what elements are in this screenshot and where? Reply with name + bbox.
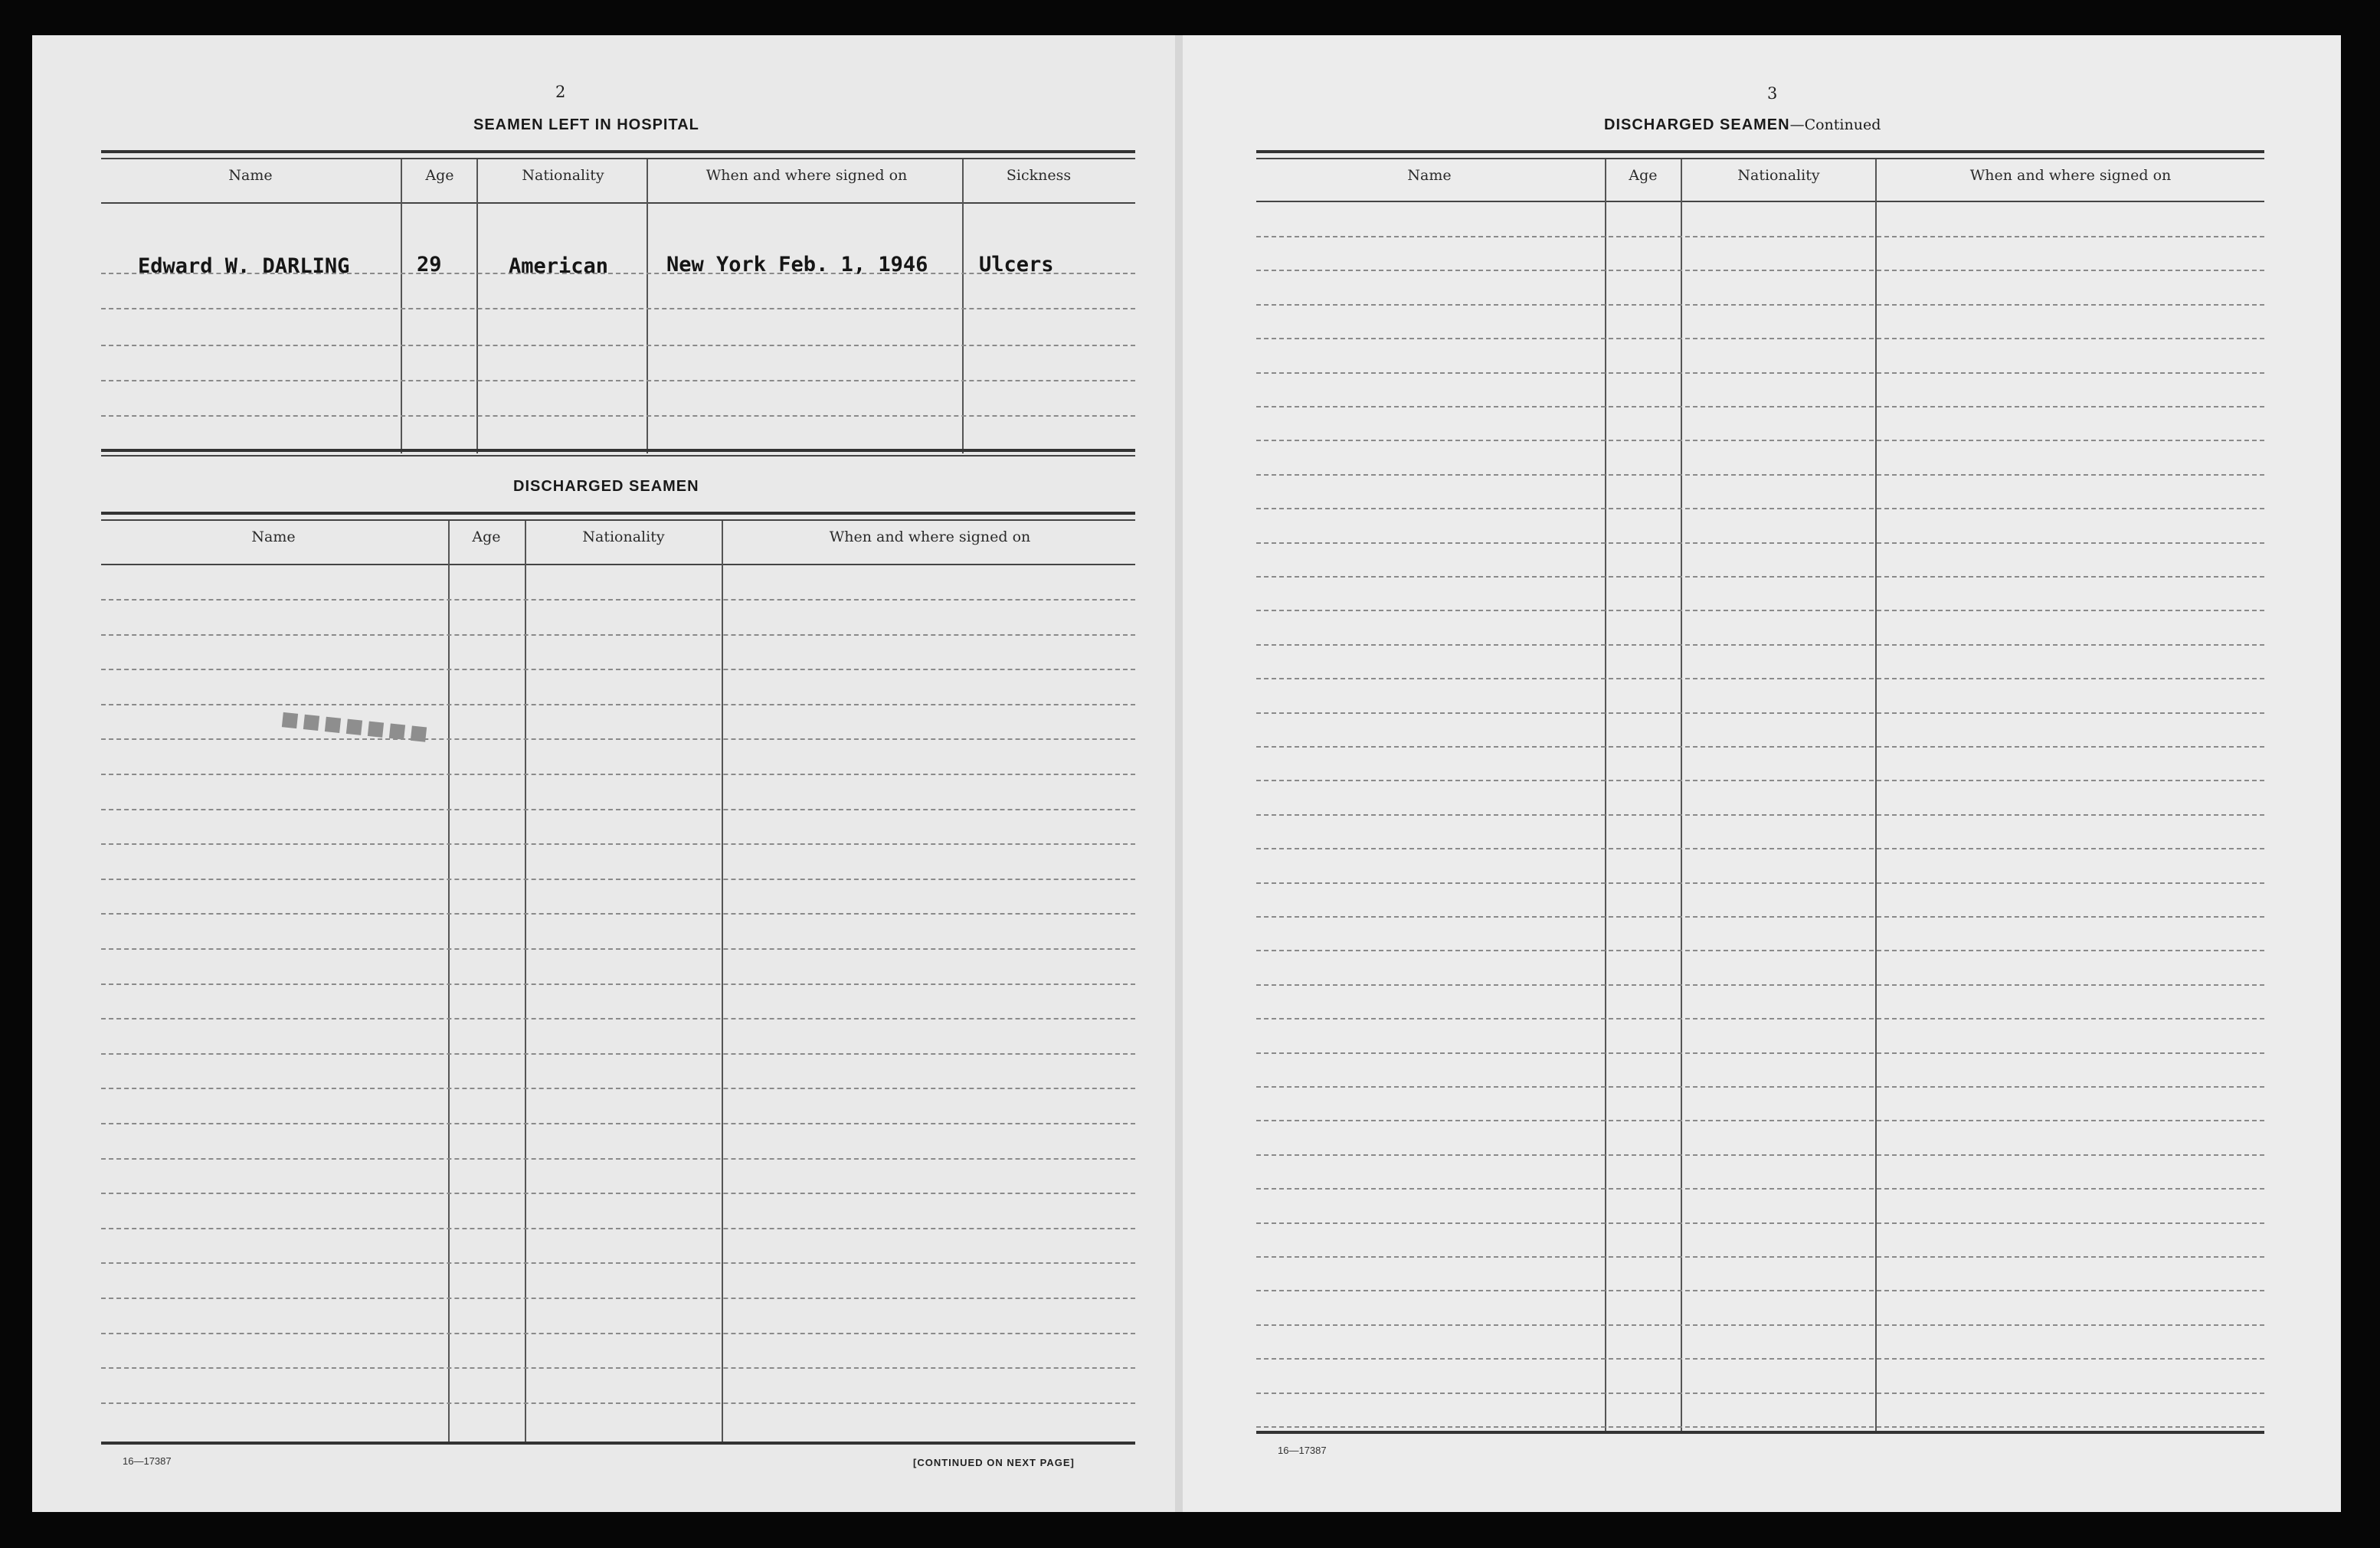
column-header-age: Age <box>1629 167 1658 184</box>
table-rule <box>101 202 1135 204</box>
left-page <box>32 35 1175 1512</box>
row-rule <box>1256 1188 2264 1190</box>
row-rule <box>1256 916 2264 918</box>
row-rule <box>1256 1120 2264 1121</box>
row-rule <box>1256 1086 2264 1088</box>
row-rule <box>1256 406 2264 407</box>
row-rule <box>101 1053 1135 1055</box>
row-rule <box>101 1158 1135 1160</box>
table-rule <box>101 512 1135 515</box>
column-header-sickness: Sickness <box>1006 167 1072 184</box>
row-rule <box>1256 984 2264 986</box>
table-rule <box>1256 158 2264 159</box>
form-code: 16—17387 <box>123 1455 172 1467</box>
row-rule <box>1256 542 2264 544</box>
column-header-age: Age <box>472 529 501 545</box>
row-rule <box>1256 440 2264 441</box>
table-rule <box>1256 1431 2264 1434</box>
row-rule <box>1256 1052 2264 1054</box>
entry-name: Edward W. DARLING <box>138 254 350 278</box>
table-rule <box>101 150 1135 153</box>
row-rule <box>1256 746 2264 748</box>
row-rule <box>1256 882 2264 884</box>
row-rule <box>101 948 1135 950</box>
entry-sickness: Ulcers <box>979 253 1054 277</box>
row-rule <box>1256 338 2264 339</box>
row-rule <box>1256 1358 2264 1360</box>
row-rule <box>1256 1290 2264 1291</box>
row-rule <box>101 1402 1135 1404</box>
bleed-through-stamp: ■■■■■■■ <box>276 701 430 751</box>
column-divider <box>962 159 964 453</box>
row-rule <box>1256 814 2264 816</box>
row-rule <box>101 1123 1135 1124</box>
column-header-age: Age <box>425 167 454 184</box>
column-divider <box>448 521 450 1445</box>
column-divider <box>525 521 526 1445</box>
row-rule <box>101 1018 1135 1019</box>
table-rule <box>1256 150 2264 153</box>
row-rule <box>101 704 1135 705</box>
column-header-nationality: Nationality <box>1737 167 1820 184</box>
column-divider <box>401 159 402 453</box>
hospital-section-title: SEAMEN LEFT IN HOSPITAL <box>473 116 699 133</box>
row-rule <box>101 1193 1135 1194</box>
row-rule <box>1256 780 2264 781</box>
column-header-signed-on: When and where signed on <box>829 529 1031 545</box>
row-rule <box>1256 304 2264 306</box>
right-page <box>1183 35 2341 1512</box>
column-divider <box>1681 159 1682 1434</box>
row-rule <box>1256 644 2264 646</box>
row-rule <box>1256 1018 2264 1019</box>
discharged-section-title: DISCHARGED SEAMEN <box>513 478 699 495</box>
column-header-signed-on: When and where signed on <box>705 167 908 184</box>
row-rule <box>1256 372 2264 374</box>
row-rule <box>1256 712 2264 714</box>
table-rule <box>101 455 1135 457</box>
column-divider <box>476 159 478 453</box>
entry-age: 29 <box>417 253 442 277</box>
row-rule <box>101 843 1135 845</box>
column-header-name: Name <box>228 167 273 184</box>
row-rule <box>1256 1393 2264 1394</box>
table-rule <box>101 1442 1135 1445</box>
table-rule <box>101 564 1135 565</box>
page-number: 2 <box>555 83 566 101</box>
table-rule <box>1256 201 2264 202</box>
row-rule <box>101 308 1135 309</box>
row-rule <box>1256 1154 2264 1156</box>
row-rule <box>101 774 1135 775</box>
row-rule <box>1256 576 2264 578</box>
title-text: DISCHARGED SEAMEN <box>1604 116 1790 133</box>
column-header-nationality: Nationality <box>522 167 604 184</box>
row-rule <box>1256 508 2264 509</box>
page-spine <box>1175 35 1183 1512</box>
column-divider <box>1605 159 1606 1434</box>
row-rule <box>101 913 1135 915</box>
row-rule <box>101 1367 1135 1369</box>
table-rule <box>101 158 1135 159</box>
row-rule <box>101 809 1135 810</box>
row-rule <box>1256 1426 2264 1428</box>
row-rule <box>101 983 1135 985</box>
row-rule <box>101 1298 1135 1299</box>
row-rule <box>101 669 1135 670</box>
row-rule <box>101 1333 1135 1334</box>
row-rule <box>101 380 1135 381</box>
table-rule <box>101 449 1135 452</box>
form-code: 16—17387 <box>1278 1445 1327 1456</box>
row-rule <box>1256 1222 2264 1224</box>
row-rule <box>101 738 1135 740</box>
row-rule <box>1256 610 2264 611</box>
row-rule <box>101 599 1135 601</box>
row-rule <box>101 345 1135 346</box>
column-header-signed-on: When and where signed on <box>1969 167 2172 184</box>
row-rule <box>1256 848 2264 849</box>
entry-signed-on: New York Feb. 1, 1946 <box>666 253 928 277</box>
table-rule <box>101 519 1135 521</box>
row-rule <box>1256 236 2264 237</box>
column-header-name: Name <box>1407 167 1452 184</box>
row-rule <box>101 1228 1135 1229</box>
row-rule <box>1256 474 2264 476</box>
title-suffix: —Continued <box>1789 116 1881 133</box>
column-divider <box>1875 159 1877 1434</box>
row-rule <box>1256 1256 2264 1258</box>
row-rule <box>101 415 1135 417</box>
row-rule <box>1256 950 2264 951</box>
row-rule <box>101 879 1135 880</box>
row-rule <box>101 634 1135 636</box>
row-rule <box>1256 678 2264 679</box>
continued-note: [CONTINUED ON NEXT PAGE] <box>913 1457 1075 1468</box>
row-rule <box>1256 1324 2264 1326</box>
column-divider <box>647 159 648 453</box>
column-divider <box>722 521 723 1445</box>
row-rule <box>101 1262 1135 1264</box>
column-header-nationality: Nationality <box>582 529 665 545</box>
column-header-name: Name <box>251 529 296 545</box>
entry-nationality: American <box>509 254 609 278</box>
page-number: 3 <box>1767 84 1778 103</box>
row-rule <box>101 1088 1135 1089</box>
row-rule <box>1256 270 2264 271</box>
discharged-continued-title <box>1604 116 1881 134</box>
